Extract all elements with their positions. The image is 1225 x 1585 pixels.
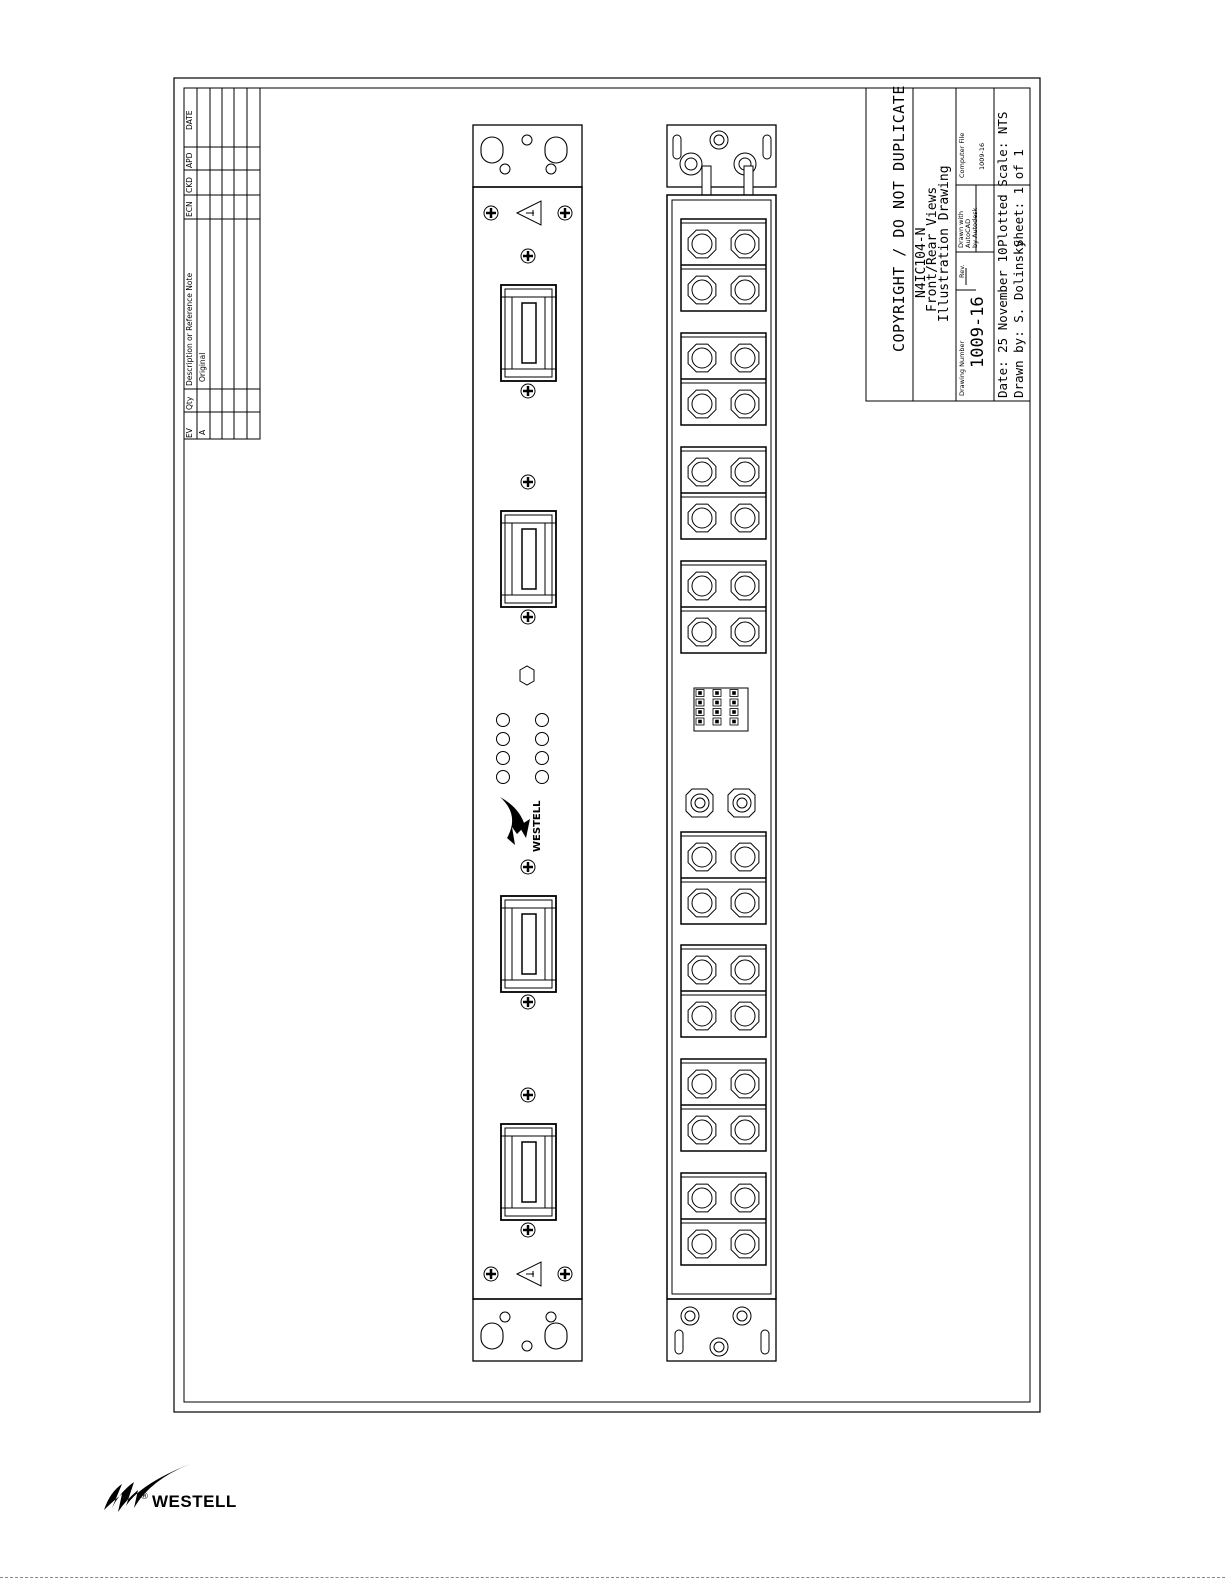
led-indicator-icon bbox=[536, 752, 549, 765]
led-indicator-icon bbox=[497, 752, 510, 765]
rear-chassis bbox=[667, 195, 776, 1299]
terminal-block bbox=[681, 1173, 766, 1265]
drawn-with-line3: by Autodesk bbox=[971, 207, 979, 248]
terminal-nut-icon bbox=[731, 1002, 759, 1030]
rear-pin-connector bbox=[694, 688, 748, 731]
terminal-nut-icon bbox=[688, 504, 716, 532]
part-number: N4IC104-N bbox=[914, 227, 929, 298]
rev-header-ckd: CKD bbox=[185, 177, 194, 193]
connector-pin-core bbox=[716, 720, 719, 723]
drawn-with-line2: AutoCAD bbox=[964, 218, 972, 248]
connector-pin-core bbox=[699, 720, 702, 723]
plotted-scale: Plotted Scale: NTS bbox=[995, 111, 1010, 247]
terminal-block bbox=[681, 1059, 766, 1151]
view-name: Front/Rear Views bbox=[925, 186, 940, 312]
terminal-nut-icon bbox=[731, 1116, 759, 1144]
terminal-block bbox=[681, 333, 766, 425]
rev-header-ev: EV bbox=[185, 428, 194, 438]
terminal-nut-icon bbox=[731, 1184, 759, 1212]
terminal-nut-icon bbox=[688, 344, 716, 372]
terminal-nut-icon bbox=[731, 390, 759, 418]
footer-logo-text: WESTELL bbox=[152, 1492, 237, 1511]
corner-screw-icon bbox=[558, 206, 572, 220]
drawn-with-line1: Drawn with bbox=[957, 211, 965, 248]
led-indicator-icon bbox=[497, 714, 510, 727]
connector-pin-core bbox=[733, 692, 736, 695]
terminal-nut-icon bbox=[688, 618, 716, 646]
rev-header-ecn: ECN bbox=[185, 201, 194, 217]
rev-row-description: Original bbox=[198, 352, 207, 382]
front-led-indicators bbox=[497, 714, 549, 784]
copyright-notice: COPYRIGHT / DO NOT DUPLICATE bbox=[890, 85, 908, 352]
outer-border bbox=[174, 78, 1040, 1412]
drawing-number-label: Drawing Number bbox=[958, 340, 966, 396]
terminal-nut-icon bbox=[731, 843, 759, 871]
terminal-nut-icon bbox=[688, 1184, 716, 1212]
breaker-screw-icon bbox=[521, 384, 535, 398]
breaker-screw-icon bbox=[521, 610, 535, 624]
rev-row-ev: A bbox=[198, 429, 207, 435]
led-indicator-icon bbox=[497, 733, 510, 746]
drawn-by: Drawn by: S. Dolinsky bbox=[1011, 239, 1026, 398]
terminal-nut-icon bbox=[731, 230, 759, 258]
rear-coax-jacks bbox=[686, 789, 755, 817]
breaker-screw-icon bbox=[521, 1088, 535, 1102]
rev-header-qty: Qty bbox=[185, 396, 194, 410]
circuit-breaker bbox=[501, 1124, 556, 1220]
footer-registered-mark: ® bbox=[140, 1492, 149, 1502]
terminal-nut-icon bbox=[688, 956, 716, 984]
warning-symbol-top bbox=[517, 201, 541, 225]
revision-table bbox=[184, 88, 260, 439]
terminal-block bbox=[681, 561, 766, 653]
rev-label: Rev. bbox=[958, 264, 966, 278]
rev-header-date: DATE bbox=[185, 110, 194, 130]
connector-pin-core bbox=[716, 711, 719, 714]
connector-pin-core bbox=[716, 701, 719, 704]
terminal-nut-icon bbox=[688, 1230, 716, 1258]
connector-pin-core bbox=[699, 701, 702, 704]
terminal-block bbox=[681, 945, 766, 1037]
connector-pin-core bbox=[733, 720, 736, 723]
rear-panel bbox=[667, 125, 776, 1361]
rev-header-apd: APD bbox=[185, 152, 194, 168]
terminal-nut-icon bbox=[688, 458, 716, 486]
connector-pin-core bbox=[733, 711, 736, 714]
page-bottom-rule bbox=[0, 1577, 1225, 1578]
corner-screw-icon bbox=[484, 206, 498, 220]
led-indicator-icon bbox=[497, 771, 510, 784]
rev-header-description: Description or Reference Note bbox=[185, 272, 194, 386]
drawing-type: Illustration Drawing bbox=[937, 165, 952, 322]
terminal-nut-icon bbox=[688, 1116, 716, 1144]
terminal-nut-icon bbox=[731, 1230, 759, 1258]
terminal-nut-icon bbox=[688, 572, 716, 600]
front-mount-bracket-top bbox=[473, 125, 582, 187]
connector-pin-core bbox=[733, 701, 736, 704]
terminal-nut-icon bbox=[731, 956, 759, 984]
breaker-screw-icon bbox=[521, 995, 535, 1009]
terminal-nut-icon bbox=[688, 276, 716, 304]
terminal-nut-icon bbox=[731, 458, 759, 486]
corner-screw-icon bbox=[484, 1267, 498, 1281]
front-panel-breakers bbox=[501, 285, 556, 1220]
front-panel bbox=[473, 125, 582, 1361]
front-panel-screws bbox=[484, 206, 572, 1281]
terminal-nut-icon bbox=[731, 344, 759, 372]
connector-pin-core bbox=[699, 711, 702, 714]
corner-screw-icon bbox=[558, 1267, 572, 1281]
sheet-number: Sheet: 1 of 1 bbox=[1011, 149, 1026, 247]
front-hex-test-point bbox=[520, 666, 534, 685]
connector-pin-core bbox=[699, 692, 702, 695]
front-faceplate bbox=[473, 187, 582, 1299]
drawing-date: Date: 25 November 10 bbox=[995, 247, 1010, 398]
terminal-nut-icon bbox=[731, 572, 759, 600]
breaker-screw-icon bbox=[521, 475, 535, 489]
computer-file: 1009-16 bbox=[978, 142, 986, 170]
led-indicator-icon bbox=[536, 771, 549, 784]
connector-pin-core bbox=[716, 692, 719, 695]
terminal-block bbox=[681, 447, 766, 539]
front-panel-logo-text: WESTELL bbox=[532, 800, 543, 852]
terminal-nut-icon bbox=[731, 276, 759, 304]
footer-westell-logo bbox=[100, 1462, 260, 1526]
terminal-nut-icon bbox=[688, 889, 716, 917]
warning-symbol-bottom bbox=[517, 1262, 541, 1286]
computer-file-label: Computer File bbox=[958, 132, 966, 178]
led-indicator-icon bbox=[536, 714, 549, 727]
breaker-screw-icon bbox=[521, 1223, 535, 1237]
breaker-screw-icon bbox=[521, 249, 535, 263]
rear-terminal-blocks bbox=[681, 219, 766, 1265]
drawing-number: 1009-16 bbox=[968, 296, 988, 368]
front-panel-westell-logo bbox=[500, 797, 530, 845]
terminal-nut-icon bbox=[731, 504, 759, 532]
circuit-breaker bbox=[501, 896, 556, 992]
led-indicator-icon bbox=[536, 733, 549, 746]
breaker-screw-icon bbox=[521, 860, 535, 874]
circuit-breaker bbox=[501, 285, 556, 381]
terminal-nut-icon bbox=[731, 889, 759, 917]
terminal-block bbox=[681, 832, 766, 924]
terminal-nut-icon bbox=[731, 1070, 759, 1098]
terminal-nut-icon bbox=[688, 843, 716, 871]
terminal-block bbox=[681, 219, 766, 311]
front-mount-bracket-bottom bbox=[473, 1299, 582, 1361]
terminal-nut-icon bbox=[688, 230, 716, 258]
circuit-breaker bbox=[501, 511, 556, 607]
terminal-nut-icon bbox=[688, 1070, 716, 1098]
terminal-nut-icon bbox=[688, 1002, 716, 1030]
terminal-nut-icon bbox=[688, 390, 716, 418]
terminal-nut-icon bbox=[731, 618, 759, 646]
